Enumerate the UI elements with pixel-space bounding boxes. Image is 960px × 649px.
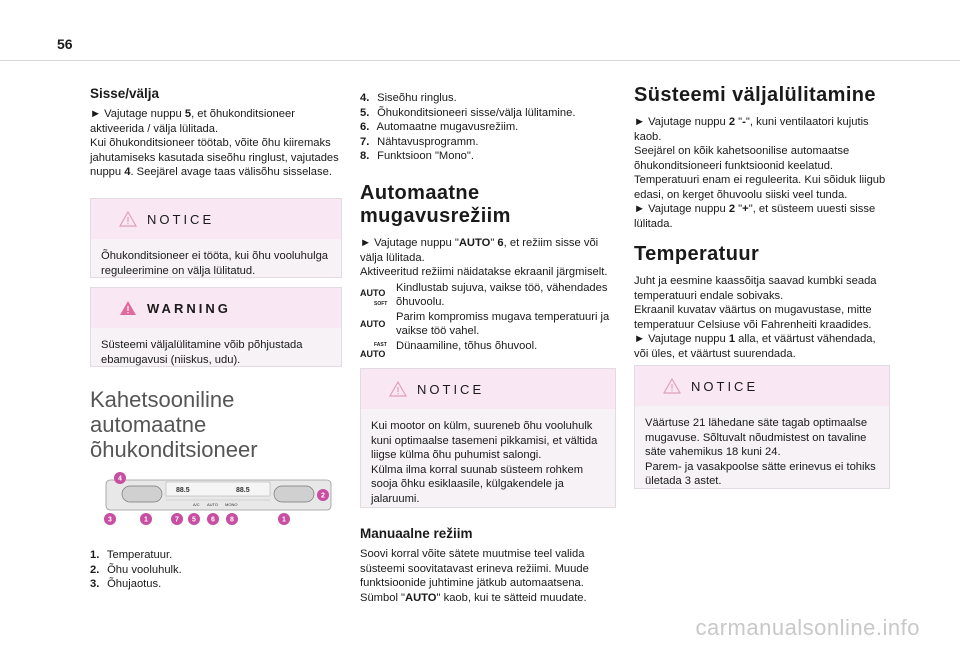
callout-number: 2 — [321, 492, 325, 500]
list-item: 8. Funktsioon "Mono". — [360, 150, 474, 162]
screen-left-temp: 88.5 — [176, 487, 190, 494]
col1-warning-box — [90, 287, 342, 367]
text-run: Aktiveeritud režiimi näidatakse ekraanil järgmiselt. — [360, 266, 608, 278]
text-run: " kaob, kui te sätteid muudate. — [436, 591, 587, 604]
notice-text: Kui mootor on külm, suureneb õhu vooluhulk kuni optimaalse tasemeni pikkamisi, et vältida liigse külma õhu puhumist salongi. — [371, 420, 598, 461]
text-run: 2 — [728, 116, 736, 128]
notice-label: NOTICE — [417, 381, 485, 397]
callout-number: 7 — [175, 516, 179, 524]
notice-text: Õhukonditsioneer ei tööta, kui õhu vooluhulga reguleerimine on välja lülitatud. — [101, 250, 329, 277]
col2-section-auto — [360, 182, 610, 365]
climate-panel-illustration — [96, 470, 341, 530]
notice-label: NOTICE — [691, 378, 759, 394]
col3-section-off — [634, 84, 889, 231]
section-title-dual-zone: Kahetsooniline automaatne õhukonditsioneer — [90, 387, 258, 462]
watermark: carmanualsonline.info — [695, 615, 920, 640]
notice-header — [91, 199, 341, 239]
text-run: . Seejärel avage taas välisõhu sisselase. — [130, 166, 332, 178]
col2-notice-box — [360, 368, 616, 508]
notice-text: Külma ilma korral suunab süsteem rohkem sooja õhku esiklaasile, külgakendele ja jalaruumi. — [371, 463, 584, 505]
text-run: " — [735, 116, 743, 128]
callout-number: 4 — [118, 475, 122, 483]
page-number: 56 — [57, 36, 73, 52]
text-run: " — [735, 203, 743, 215]
notice-header — [635, 366, 889, 406]
text-run: Seejärel on kõik kahetsoonilise automaatse õhukonditsioneeri funktsioonid keelatud. — [634, 145, 850, 172]
warning-label: WARNING — [147, 300, 231, 316]
screen-right-temp: 88.5 — [236, 487, 250, 494]
text-run: + — [742, 203, 749, 215]
list-item: 2. Õhu vooluhulk. — [90, 563, 182, 576]
warning-text: Süsteemi väljalülitamine võib põhjustada ebamugavusi (niiskus, udu). — [101, 339, 303, 366]
notice-body — [361, 409, 615, 516]
mode-text: Kindlustab sujuva, vaikse töö, vähendades õhuvoolu. — [396, 281, 608, 308]
callout-number: 8 — [230, 516, 234, 524]
list-item: 4. Siseõhu ringlus. — [360, 92, 457, 104]
text-run: 4 — [124, 166, 131, 178]
col3-section-temperature — [634, 243, 889, 361]
callout-number: 3 — [108, 516, 112, 524]
auto-button-label: AUTO — [207, 502, 219, 507]
text-run: AUTO — [458, 237, 491, 249]
col2-paragraph — [360, 236, 610, 280]
fast-auto-icon: FAST AUTO — [360, 341, 387, 359]
notice-text: Väärtuse 21 lähedane säte tagab optimaalse mugavuse. Sõltuvalt nõudmistest on tavaline säte vahemikus 18 kuni 24. — [645, 417, 868, 458]
col3-heading: Süsteemi väljalülitamine — [634, 84, 876, 106]
notice-text: Parem- ja vasakpoolse sätte erinevus ei tohiks ületada 3 astet. — [645, 460, 876, 487]
text-run: Temperatuuri enam ei reguleerita. Kui sõiduk liigub edasi, on kerget õhuvoolu siiski veel tunda. — [634, 174, 886, 201]
text-run: Soovi korral võite sätete muutmise teel valida süsteemi soovitatavast erineva režiimi. Muude funktsioonide juhtimine jätkub automaatsena. — [360, 548, 589, 589]
col2-heading: Automaatne mugavusrežiim — [360, 182, 511, 227]
col1-legend-list — [90, 548, 182, 592]
text-run: Kui õhukonditsioneer töötab, võite õhu kiiremaks jahutamiseks kasutada siseõhu ringlust, vajutades nuppu — [90, 137, 339, 178]
text-run: ► Vajutage nuppu — [634, 333, 729, 345]
text-run: 2 — [728, 203, 736, 215]
mode-text: Parim kompromiss mugava temperatuuri ja vaikse töö vahel. — [396, 310, 610, 337]
temp-heading: Temperatuur — [634, 243, 760, 265]
text-run: alla, et väärtust vähendada, või üles, et väärtust suurendada. — [634, 333, 876, 360]
text-run: AUTO — [405, 591, 437, 604]
col3-notice-box — [634, 365, 890, 489]
auto-soft-icon: AUTO SOFT — [360, 287, 388, 307]
text-run: Sümbol " — [360, 591, 406, 604]
notice-body — [635, 406, 889, 499]
mode-item — [360, 310, 610, 339]
col3-paragraph — [634, 115, 889, 231]
col1-heading: Sisse/välja — [90, 86, 160, 101]
ac-button-label: A/C — [193, 502, 200, 507]
temp-paragraph — [634, 274, 889, 361]
notice-triangle-icon — [119, 211, 137, 227]
mono-button-label: MONO — [225, 502, 238, 507]
callout-number: 1 — [282, 516, 286, 524]
notice-triangle-icon — [389, 381, 407, 397]
notice-header — [361, 369, 615, 409]
text-run: ", et süsteem uuesti sisse lülitada. — [634, 203, 876, 230]
text-run: ► Vajutage nuppu — [634, 116, 729, 128]
notice-label: NOTICE — [147, 211, 215, 227]
list-item: 1. Temperatuur. — [90, 549, 173, 561]
mode-list — [360, 281, 610, 365]
warning-triangle-icon — [119, 300, 137, 316]
text-run: ", kuni ventilaatori kujutis kaob. — [634, 116, 869, 143]
manual-heading: Manuaalne režiim — [360, 526, 473, 541]
list-item: 7. Nähtavusprogramm. — [360, 135, 479, 148]
text-run: 5 — [184, 108, 192, 120]
text-run: Ekraanil kuvatav väärtus on mugavustase, mitte temperatuur Celsiuse või Fahrenheiti kraadides. — [634, 304, 872, 331]
text-run: 6 — [497, 237, 504, 249]
col2-section-manual — [360, 526, 610, 605]
notice-triangle-icon — [663, 378, 681, 394]
callout-number: 1 — [144, 516, 148, 524]
list-item: 5. Õhukonditsioneeri sisse/välja lülitamine. — [360, 106, 576, 119]
list-item: 6. Automaatne mugavusrežiim. — [360, 121, 519, 133]
col1-section-on-off — [90, 86, 340, 180]
callout-number: 6 — [211, 516, 215, 524]
top-divider — [0, 60, 960, 61]
mode-item — [360, 339, 610, 365]
callout-number: 5 — [192, 516, 196, 524]
auto-icon: AUTO — [360, 318, 386, 329]
col1-notice-box — [90, 198, 342, 278]
text-run: ► Vajutage nuppu — [90, 108, 185, 120]
warning-header — [91, 288, 341, 328]
text-run: ► Vajutage nuppu — [634, 203, 729, 215]
col1-paragraph — [90, 107, 340, 180]
mode-text: Dünaamiline, tõhus õhuvool. — [396, 339, 538, 352]
text-run: ► Vajutage nuppu " — [360, 237, 459, 249]
text-run: , et režiim sisse või välja lülitada. — [360, 237, 599, 264]
text-run: , et õhukonditsioneer aktiveerida / välja lülitada. — [90, 108, 295, 135]
manual-paragraph — [360, 547, 610, 605]
text-run: 1 — [728, 333, 736, 345]
mode-item — [360, 281, 610, 310]
text-run: - — [742, 116, 746, 128]
col2-legend-list — [360, 91, 610, 164]
text-run: Juht ja eesmine kaassõitja saavad kumbki seada temperatuuri endale sobivaks. — [634, 275, 877, 302]
list-item: 3. Õhujaotus. — [90, 578, 162, 590]
text-run: " — [490, 237, 498, 249]
